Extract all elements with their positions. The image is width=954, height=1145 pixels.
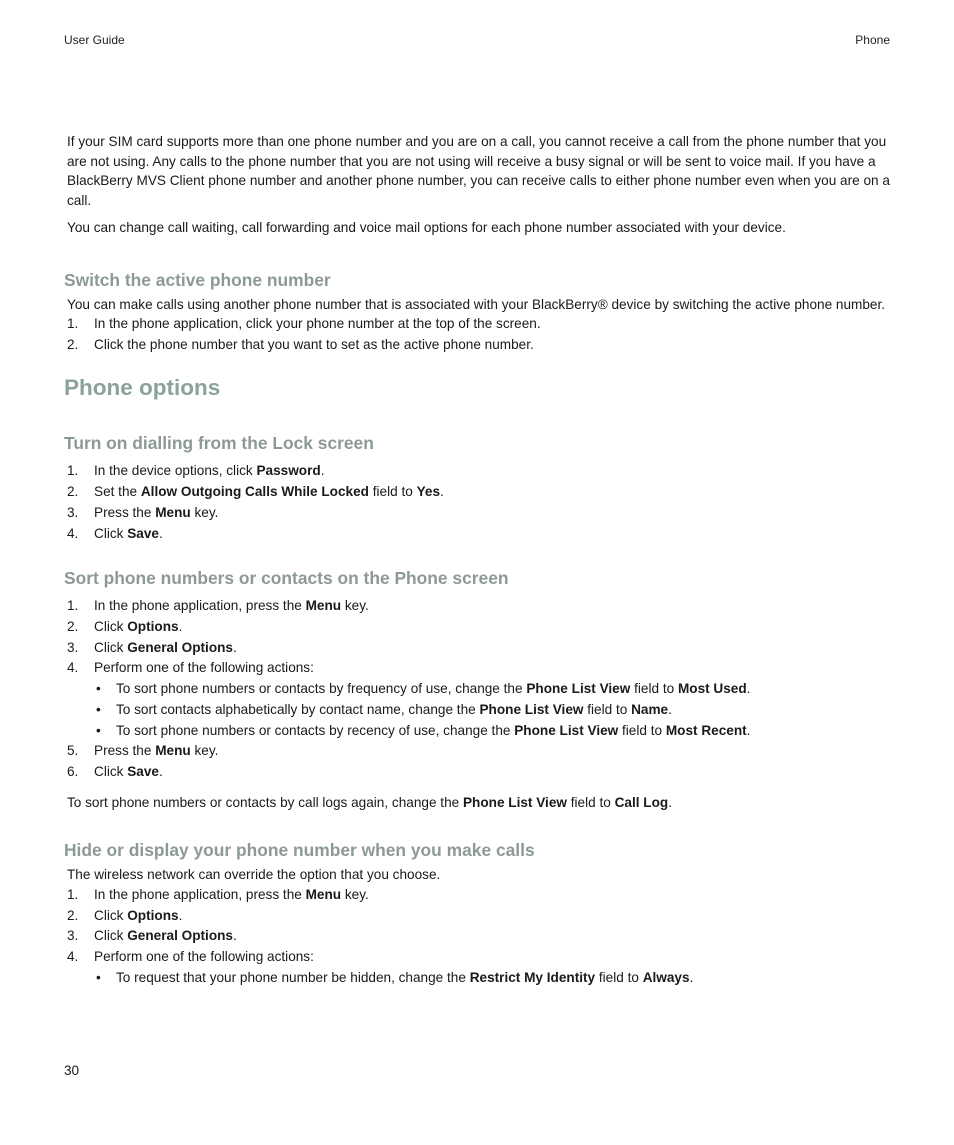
bullet-text: . xyxy=(689,969,694,985)
bullet-glyph: • xyxy=(96,969,101,985)
step-text: Click xyxy=(94,618,128,634)
list-item xyxy=(67,461,893,482)
hide-steps xyxy=(67,885,893,989)
list-item xyxy=(67,906,893,927)
ui-term: Most Recent xyxy=(665,722,747,738)
note-text: field to xyxy=(566,794,615,810)
list-item xyxy=(67,926,893,947)
heading-phone-options: Phone options xyxy=(64,375,221,401)
lock-steps xyxy=(67,461,893,544)
ui-term: Menu xyxy=(305,886,342,902)
switch-steps xyxy=(67,314,893,355)
step-text: . xyxy=(158,764,163,780)
step-text: Set the xyxy=(94,484,141,500)
step-number: 4. xyxy=(67,525,79,541)
step-number: 5. xyxy=(67,743,79,759)
step-text: field to xyxy=(368,484,417,500)
ui-term: Phone List View xyxy=(462,794,567,810)
ui-term: Call Log xyxy=(614,794,669,810)
heading-switch-active-number: Switch the active phone number xyxy=(64,269,331,290)
step-text: Click xyxy=(94,907,128,923)
ui-term: Options xyxy=(127,907,179,923)
step-text: . xyxy=(440,484,444,500)
step-number: 4. xyxy=(67,660,79,676)
step-number: 3. xyxy=(67,504,79,520)
bullet-text: . xyxy=(668,701,672,717)
step-text: key. xyxy=(341,598,369,614)
bullet-text: field to xyxy=(595,969,643,985)
bullet-glyph: • xyxy=(96,701,101,717)
step-text: . xyxy=(232,639,237,655)
ui-term: Save xyxy=(127,525,159,541)
ui-term: Name xyxy=(631,701,669,717)
step-text: . xyxy=(320,463,325,479)
ui-term: Menu xyxy=(155,743,191,759)
step-number: 2. xyxy=(67,484,79,500)
step-text: Perform one of the following actions: xyxy=(94,948,314,964)
list-item xyxy=(67,482,893,503)
list-item xyxy=(67,524,893,545)
ui-term: Yes xyxy=(416,484,440,500)
bullet-text: . xyxy=(746,722,751,738)
ui-term: Password xyxy=(256,463,321,479)
step-number: 2. xyxy=(67,336,79,352)
ui-term: Phone List View xyxy=(514,722,619,738)
step-text: . xyxy=(178,618,183,634)
step-number: 1. xyxy=(67,886,79,902)
list-item xyxy=(67,762,893,783)
step-text: In the phone application, press the xyxy=(94,886,306,902)
bullet-text: To request that your phone number be hidden, change the xyxy=(116,969,470,985)
step-text: Click xyxy=(94,928,128,944)
step-number: 2. xyxy=(67,907,79,923)
ui-term: General Options xyxy=(127,928,233,944)
bullet-item xyxy=(94,679,893,700)
step-text: Click the phone number that you want to set as the active phone number. xyxy=(94,336,534,352)
ui-term: Always xyxy=(642,969,690,985)
step-text: Press the xyxy=(94,504,156,520)
running-header-guide: User Guide xyxy=(64,33,125,47)
step-number: 1. xyxy=(67,316,79,331)
note-text: . xyxy=(668,794,672,810)
step-text: Perform one of the following actions: xyxy=(94,660,314,676)
heading-sort-phone-numbers: Sort phone numbers or contacts on the Phone screen xyxy=(64,568,509,589)
step-text: . xyxy=(232,928,237,944)
running-header-section: Phone xyxy=(855,33,890,47)
list-item xyxy=(67,658,893,741)
ui-term: Phone List View xyxy=(479,701,584,717)
bullet-text: To sort phone numbers or contacts by recency of use, change the xyxy=(116,722,515,738)
step-text: Click xyxy=(94,525,128,541)
step-text: In the phone application, press the xyxy=(94,598,306,614)
page-content xyxy=(64,132,893,988)
hide-description: The wireless network can override the option that you choose. xyxy=(67,867,441,883)
ui-term: Most Used xyxy=(677,681,747,697)
list-item xyxy=(67,503,893,524)
sort-note xyxy=(67,793,893,813)
switch-description: You can make calls using another phone number that is associated with your BlackBerry® device by switching the active phone number. xyxy=(67,296,886,312)
step-number: 4. xyxy=(67,948,79,964)
bullet-text: To sort phone numbers or contacts by frequency of use, change the xyxy=(116,681,527,697)
ui-term: Menu xyxy=(155,504,191,520)
ui-term: Save xyxy=(127,764,159,780)
ui-term: Phone List View xyxy=(526,681,631,697)
bullet-text: field to xyxy=(630,681,678,697)
step-text: In the phone application, click your phone number at the top of the screen. xyxy=(94,316,541,331)
note-text: To sort phone numbers or contacts by call logs again, change the xyxy=(67,794,463,810)
list-item xyxy=(67,314,893,335)
list-item xyxy=(67,741,893,762)
step-text: key. xyxy=(341,886,369,902)
heading-lock-screen-dialling: Turn on dialling from the Lock screen xyxy=(64,433,374,454)
ui-term: Menu xyxy=(305,598,342,614)
step-text: Click xyxy=(94,764,128,780)
hide-actions xyxy=(94,968,893,989)
bullet-text: field to xyxy=(583,701,632,717)
bullet-text: . xyxy=(746,681,751,697)
step-text: . xyxy=(158,525,163,541)
step-text: key. xyxy=(190,743,219,759)
bullet-text: To sort contacts alphabetically by contact name, change the xyxy=(116,701,480,717)
bullet-glyph: • xyxy=(96,681,101,697)
ui-term: Options xyxy=(127,618,179,634)
sort-steps xyxy=(67,596,893,783)
list-item xyxy=(67,617,893,638)
list-item xyxy=(67,335,893,356)
step-number: 3. xyxy=(67,928,79,944)
step-text: key. xyxy=(190,504,219,520)
intro-paragraph-sim: If your SIM card supports more than one phone number and you are on a call, you cannot receive a call from the phone number that you are not using. Any calls to the phone number that you are not using will receive a busy signal or will be sent to voice mail. If you have a BlackBerry MVS Client phone number and another phone number, you can receive calls to either phone number even when you are on a call. xyxy=(67,134,890,208)
intro-paragraph-options: You can change call waiting, call forwarding and voice mail options for each phone number associated with your device. xyxy=(67,220,786,235)
step-text: . xyxy=(178,907,183,923)
bullet-item xyxy=(94,721,893,742)
step-number: 3. xyxy=(67,639,79,655)
step-text: In the device options, click xyxy=(94,463,257,479)
step-number: 1. xyxy=(67,463,79,479)
ui-term: Restrict My Identity xyxy=(469,969,596,985)
bullet-item xyxy=(94,700,893,721)
sort-actions xyxy=(94,679,893,741)
step-text: Click xyxy=(94,639,128,655)
bullet-text: field to xyxy=(618,722,666,738)
bullet-item xyxy=(94,968,893,989)
step-number: 6. xyxy=(67,764,79,780)
step-number: 1. xyxy=(67,598,79,614)
list-item xyxy=(67,885,893,906)
step-text: Press the xyxy=(94,743,156,759)
bullet-glyph: • xyxy=(96,722,101,738)
step-number: 2. xyxy=(67,618,79,634)
list-item xyxy=(67,638,893,659)
page-number: 30 xyxy=(64,1063,80,1078)
ui-term: Allow Outgoing Calls While Locked xyxy=(140,484,369,500)
heading-hide-phone-number: Hide or display your phone number when you make calls xyxy=(64,840,535,861)
list-item xyxy=(67,596,893,617)
list-item xyxy=(67,947,893,989)
ui-term: General Options xyxy=(127,639,233,655)
